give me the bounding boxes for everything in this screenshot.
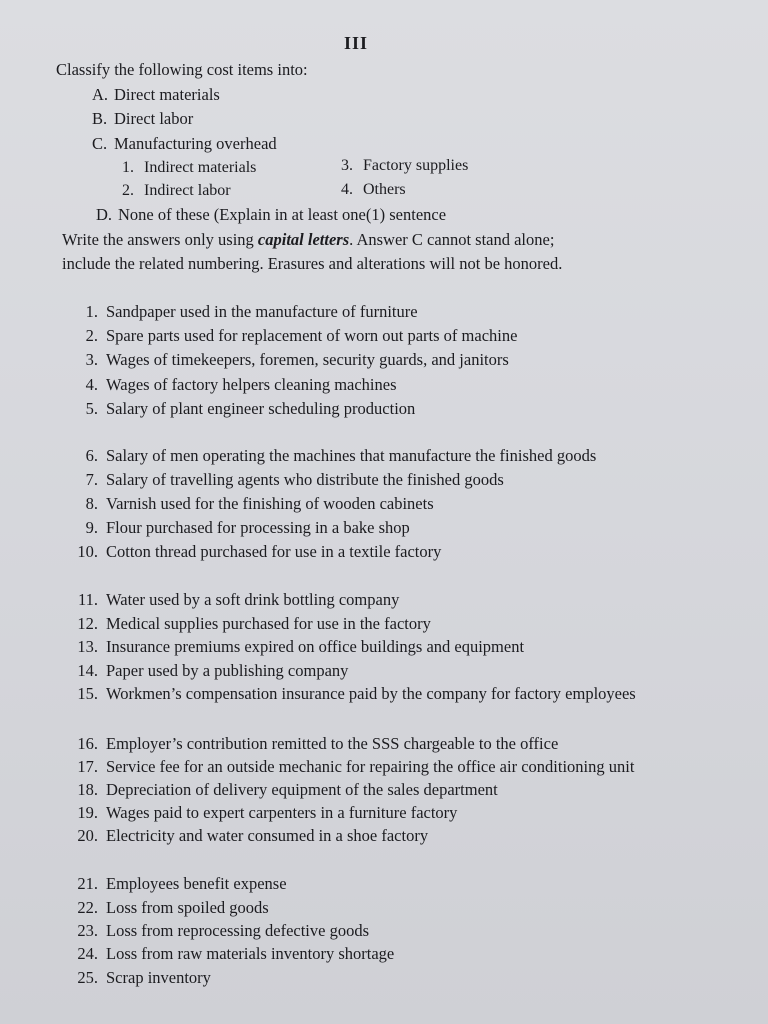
list-item: 8. Varnish used for the finishing of wooden cabinets	[85, 494, 434, 513]
list-item: 16. Employer’s contribution remitted to the SSS chargeable to the office	[77, 734, 559, 753]
list-item: 25. Scrap inventory	[77, 968, 211, 987]
list-item: 11. Water used by a soft drink bottling company	[77, 590, 400, 609]
option-b: B. Direct labor	[92, 109, 194, 128]
option-c: C. Manufacturing overhead	[92, 134, 277, 153]
list-item: 10. Cotton thread purchased for use in a textile factory	[77, 542, 442, 561]
list-item: 9. Flour purchased for processing in a bake shop	[85, 518, 410, 537]
instructions-line-2: include the related numbering. Erasures and alterations will not be honored.	[62, 254, 563, 273]
list-item: 4. Wages of factory helpers cleaning machines	[85, 375, 397, 394]
list-item: 5. Salary of plant engineer scheduling production	[85, 399, 416, 418]
intro-text: Classify the following cost items into:	[56, 60, 308, 79]
list-item: 23. Loss from reprocessing defective goods	[77, 921, 370, 940]
option-d: D. None of these (Explain in at least one(1) sentence	[96, 205, 447, 224]
list-item: 18. Depreciation of delivery equipment of the sales department	[77, 780, 498, 799]
list-item: 12. Medical supplies purchased for use in the factory	[77, 614, 431, 633]
list-item: 24. Loss from raw materials inventory shortage	[77, 944, 395, 963]
instructions-line-1: Write the answers only using capital letters. Answer C cannot stand alone;	[62, 230, 555, 249]
list-item: 20. Electricity and water consumed in a shoe factory	[77, 826, 429, 845]
list-item: 21. Employees benefit expense	[77, 874, 287, 893]
list-item: 1. Sandpaper used in the manufacture of furniture	[85, 302, 418, 321]
list-item: 15. Workmen’s compensation insurance paid by the company for factory employees	[77, 684, 636, 703]
list-item: 13. Insurance premiums expired on office buildings and equipment	[77, 637, 525, 656]
list-item: 2. Spare parts used for replacement of worn out parts of machine	[85, 326, 518, 345]
section-heading: III	[343, 33, 368, 53]
overhead-sub-3: 3. Factory supplies	[341, 157, 469, 174]
list-item: 22. Loss from spoiled goods	[77, 898, 269, 917]
list-item: 17. Service fee for an outside mechanic for repairing the office air conditioning unit	[77, 757, 635, 776]
list-item: 6. Salary of men operating the machines that manufacture the finished goods	[85, 446, 597, 465]
overhead-sub-4: 4. Others	[341, 181, 406, 198]
option-a: A. Direct materials	[92, 85, 220, 104]
overhead-sub-2: 2. Indirect labor	[122, 182, 231, 199]
list-item: 14. Paper used by a publishing company	[77, 661, 349, 680]
list-item: 3. Wages of timekeepers, foremen, security guards, and janitors	[85, 350, 509, 369]
list-item: 7. Salary of travelling agents who distribute the finished goods	[85, 470, 504, 489]
overhead-sub-1: 1. Indirect materials	[122, 159, 257, 176]
list-item: 19. Wages paid to expert carpenters in a furniture factory	[77, 803, 458, 822]
